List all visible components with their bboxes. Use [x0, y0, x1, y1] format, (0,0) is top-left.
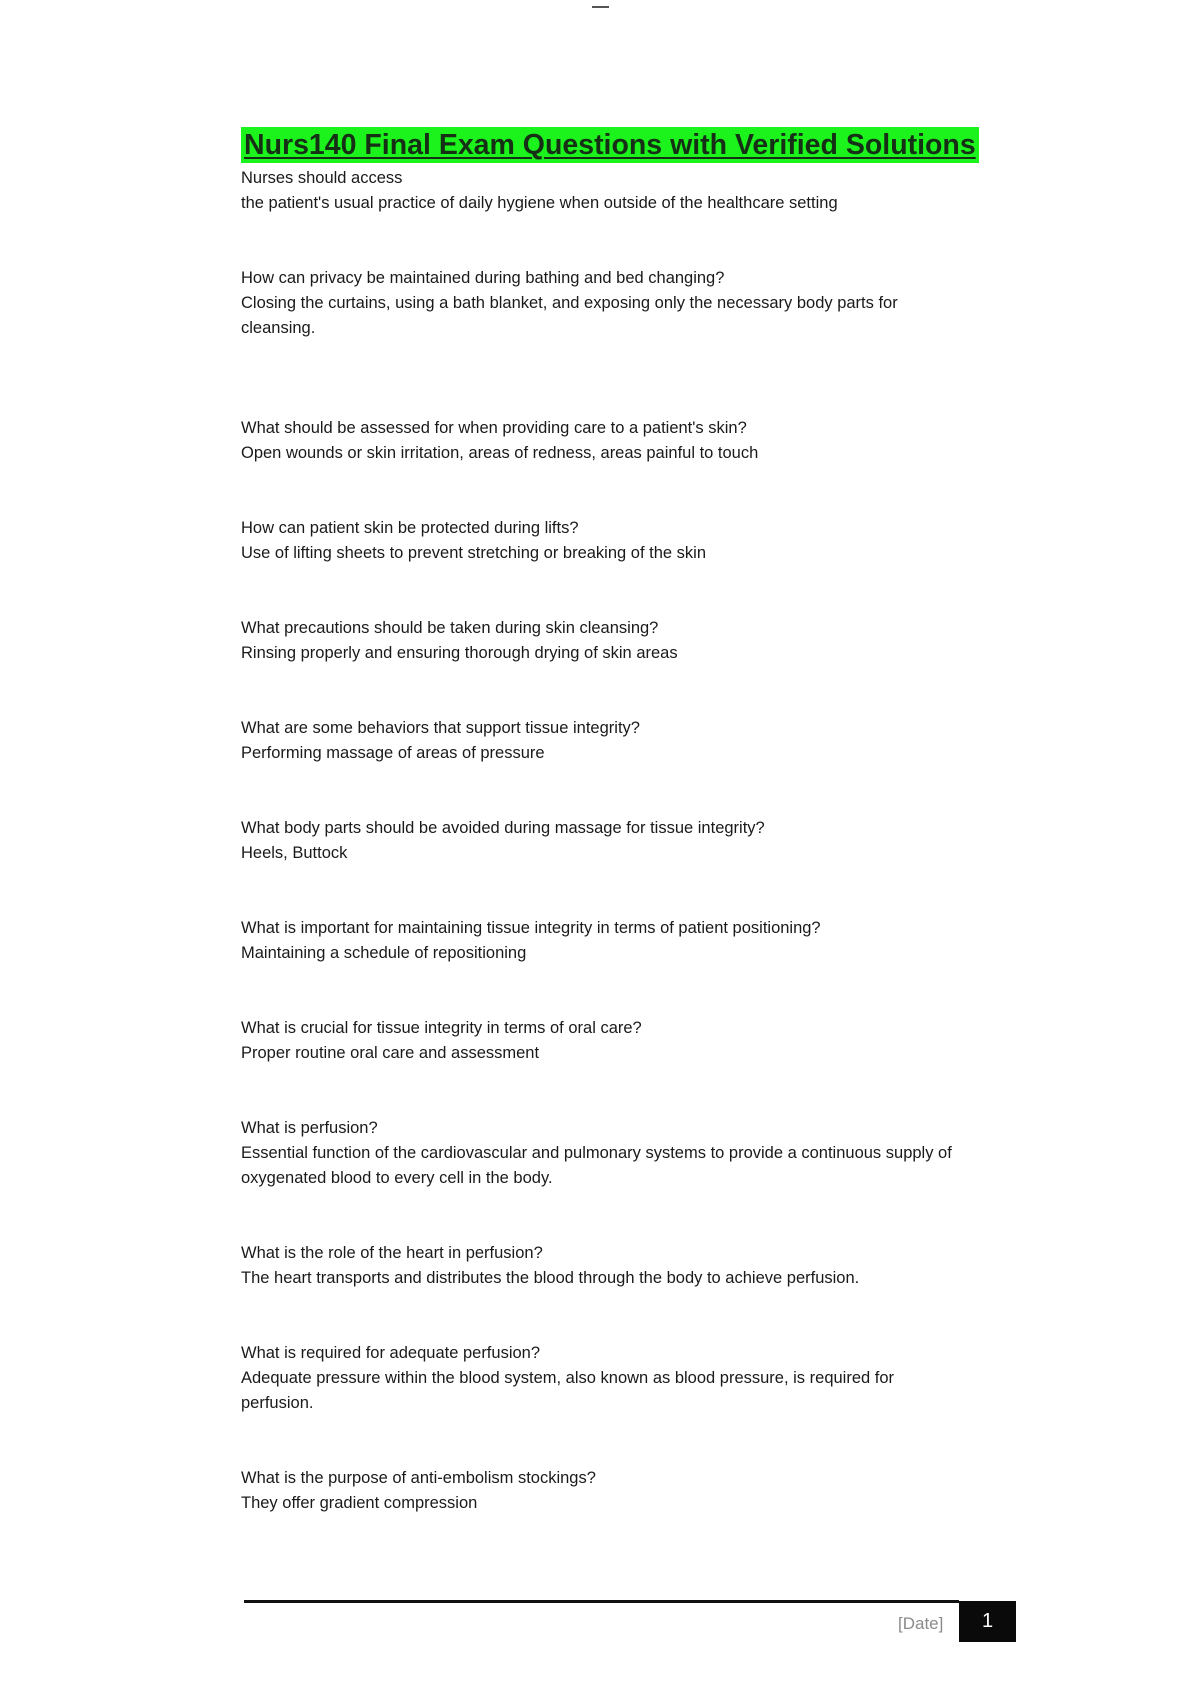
qa-item-2	[241, 266, 961, 341]
qa-item-8	[241, 916, 961, 966]
answer: Rinsing properly and ensuring thorough drying of skin areas	[241, 644, 678, 662]
question: What is the role of the heart in perfusion?	[241, 1244, 543, 1262]
question: How can patient skin be protected during lifts?	[241, 519, 579, 537]
qa-item-9	[241, 1016, 961, 1066]
answer: Proper routine oral care and assessment	[241, 1044, 540, 1062]
document-title: Nurs140 Final Exam Questions with Verified Solutions	[241, 127, 979, 163]
qa-item-13	[241, 1466, 961, 1516]
answer: Maintaining a schedule of repositioning	[241, 944, 527, 962]
answer: Essential function of the cardiovascular and pulmonary systems to provide a continuous supply of oxygenated blood to every cell in the body.	[241, 1144, 952, 1187]
answer: Adequate pressure within the blood system, also known as blood pressure, is required for perfusion.	[241, 1369, 895, 1412]
question: What is the purpose of anti-embolism stockings?	[241, 1469, 596, 1487]
question: What precautions should be taken during skin cleansing?	[241, 619, 659, 637]
question: How can privacy be maintained during bathing and bed changing?	[241, 269, 725, 287]
question: What is perfusion?	[241, 1119, 378, 1137]
answer: Performing massage of areas of pressure	[241, 744, 545, 762]
answer: Use of lifting sheets to prevent stretching or breaking of the skin	[241, 544, 706, 562]
footer-rule	[244, 1600, 959, 1603]
footer-date: [Date]	[898, 1614, 944, 1633]
question: What is required for adequate perfusion?	[241, 1344, 541, 1362]
answer: Open wounds or skin irritation, areas of redness, areas painful to touch	[241, 444, 759, 462]
qa-item-7	[241, 816, 961, 866]
qa-item-5	[241, 616, 961, 666]
answer: the patient's usual practice of daily hygiene when outside of the healthcare setting	[241, 194, 838, 212]
question: What body parts should be avoided during massage for tissue integrity?	[241, 819, 765, 837]
qa-item-4	[241, 516, 961, 566]
question: What are some behaviors that support tissue integrity?	[241, 719, 640, 737]
question: What is crucial for tissue integrity in terms of oral care?	[241, 1019, 642, 1037]
answer: Closing the curtains, using a bath blanket, and exposing only the necessary body parts for cleansing.	[241, 294, 898, 337]
qa-item-12	[241, 1341, 961, 1416]
qa-list	[241, 166, 961, 1516]
top-dash	[592, 6, 609, 8]
answer: Heels, Buttock	[241, 844, 348, 862]
qa-item-6	[241, 716, 961, 766]
qa-item-10	[241, 1116, 961, 1191]
answer: The heart transports and distributes the blood through the body to achieve perfusion.	[241, 1269, 860, 1287]
qa-item-11	[241, 1241, 961, 1291]
qa-item-3	[241, 416, 961, 466]
page-number: 1	[959, 1601, 1016, 1642]
question: What is important for maintaining tissue integrity in terms of patient positioning?	[241, 919, 821, 937]
question: Nurses should access	[241, 169, 403, 187]
answer: They offer gradient compression	[241, 1494, 478, 1512]
qa-item-1	[241, 166, 961, 216]
question: What should be assessed for when providing care to a patient's skin?	[241, 419, 747, 437]
